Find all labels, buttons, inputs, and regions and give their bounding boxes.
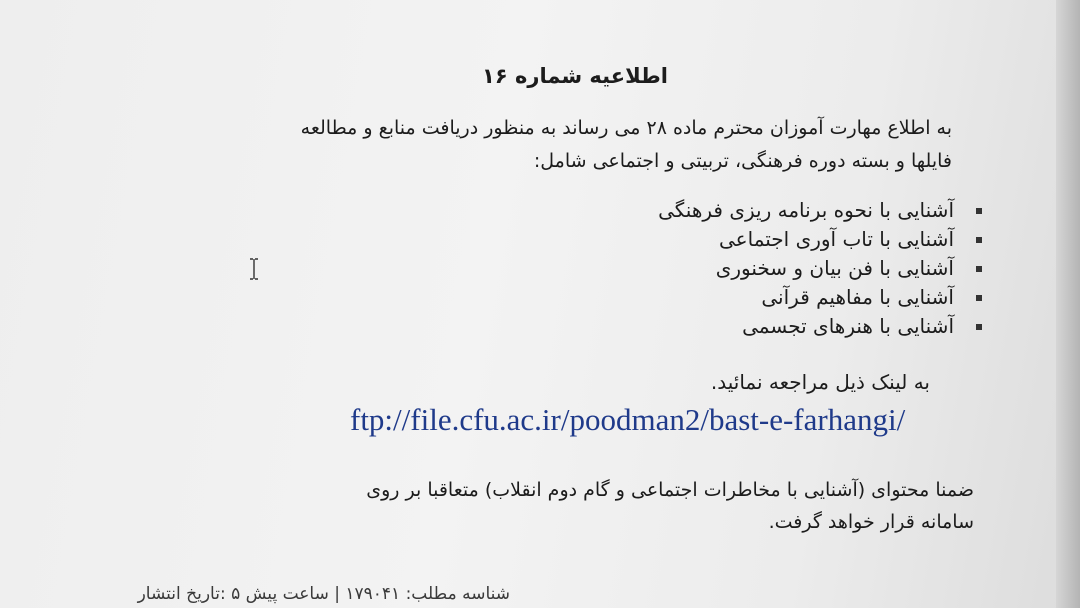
text-cursor-icon [249, 258, 259, 280]
topic-label-1: آشنایی با نحوه برنامه ریزی فرهنگی [658, 198, 954, 222]
square-bullet-icon [976, 295, 982, 301]
ftp-link[interactable]: ftp://file.cfu.ac.ir/poodman2/bast-e-farhangi/ [350, 402, 906, 437]
topics-list [658, 196, 982, 341]
topic-item-1 [658, 196, 982, 225]
note-line-2: سامانه قرار خواهد گرفت. [768, 511, 974, 533]
note-paragraph [144, 474, 974, 538]
announcement-title: اطلاعیه شماره ۱۶ [482, 64, 668, 88]
post-meta: شناسه مطلب: ۱۷۹۰۴۱ | ساعت پیش ۵ :تاریخ انتشار [137, 584, 510, 604]
intro-paragraph [122, 112, 952, 178]
square-bullet-icon [976, 237, 982, 243]
topic-item-4 [658, 283, 982, 312]
topic-label-3: آشنایی با فن بیان و سخنوری [715, 256, 954, 280]
topic-item-3 [658, 254, 982, 283]
refer-text: به لینک ذیل مراجعه نمائید. [710, 370, 930, 394]
topic-label-4: آشنایی با مفاهیم قرآنی [761, 285, 954, 309]
note-line-1: ضمنا محتوای (آشنایی با مخاطرات اجتماعی و گام دوم انقلاب) متعاقبا بر روی [366, 479, 974, 501]
square-bullet-icon [976, 266, 982, 272]
topic-item-5 [658, 312, 982, 341]
square-bullet-icon [976, 208, 982, 214]
topic-item-2 [658, 225, 982, 254]
intro-line-2: فایلها و بسته دوره فرهنگی، تربیتی و اجتماعی شامل: [533, 150, 952, 172]
intro-line-1: به اطلاع مهارت آموزان محترم ماده ۲۸ می رساند به منظور دریافت منابع و مطالعه [300, 117, 952, 139]
square-bullet-icon [976, 324, 982, 330]
topic-label-2: آشنایی با تاب آوری اجتماعی [719, 227, 954, 251]
topic-label-5: آشنایی با هنرهای تجسمی [742, 314, 954, 338]
